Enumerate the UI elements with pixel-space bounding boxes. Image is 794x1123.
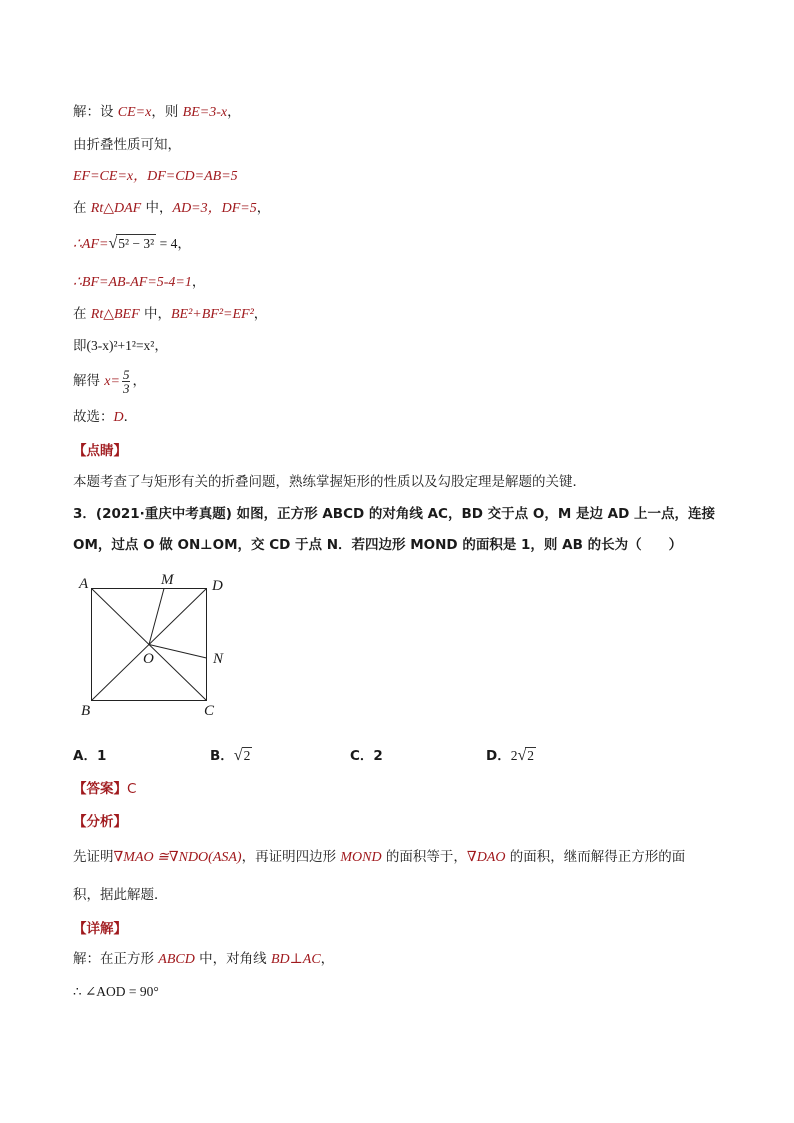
- square-figure: [76, 570, 246, 720]
- solution-line-6: ∴BF=AB-AF=5-4=1，: [73, 274, 206, 290]
- sqrt-symbol: √: [517, 747, 527, 764]
- label-m: M: [161, 572, 174, 588]
- analysis-line-1: 先证明∇MAO ≅∇NDO(ASA)，再证明四边形 MOND 的面积等于，∇DAO 的面积，继而解得正方形的面: [73, 849, 686, 865]
- label-c: C: [204, 703, 215, 719]
- solution-line-2: 由折叠性质可知，: [73, 137, 181, 153]
- solution-line-8: 即(3-x)²+1²=x²，: [73, 338, 168, 354]
- label-n: N: [213, 651, 224, 667]
- answer-line: 【答案】C: [73, 781, 137, 797]
- segment-on: [149, 645, 207, 659]
- option-a: A．1: [73, 748, 107, 764]
- label-o: O: [143, 651, 154, 667]
- label-a: A: [79, 576, 89, 592]
- analysis-line-2: 积，据此解题．: [73, 887, 168, 903]
- detail-line-2: ∴ ∠AOD = 90°: [73, 984, 159, 999]
- label-b: B: [81, 703, 91, 719]
- solution-line-5: ∴AF=√5² − 3² = 4，: [73, 235, 191, 252]
- fraction: $\frac{5}{3}$: [122, 366, 130, 396]
- dianjing-heading: 【点睛】: [73, 443, 127, 459]
- solution-line-9: 解得 x= $\frac{5}{3}$ ，: [73, 366, 146, 396]
- option-b: B．√2: [210, 747, 251, 764]
- question3-line-2: OM，过点 O 做 ON⊥OM，交 CD 于点 N．若四边形 MOND 的面积是 1，则 AB 的长为（ ）: [73, 537, 683, 553]
- label-d: D: [212, 578, 223, 594]
- option-c: C．2: [350, 748, 383, 764]
- solution-line-10: 故选：D．: [73, 409, 138, 425]
- segment-om: [149, 589, 164, 645]
- solution-line-4: 在 Rt△DAF 中，AD=3，DF=5，: [73, 200, 271, 216]
- sqrt-symbol: √: [233, 747, 243, 764]
- solution-line-3: EF=CE=x，DF=CD=AB=5: [73, 169, 238, 184]
- question3-line-1: 3．(2021·重庆中考真题) 如图，正方形 ABCD 的对角线 AC，BD 交于点 O，M 是边 AD 上一点，连接: [73, 506, 716, 522]
- dianjing-text: 本题考查了与矩形有关的折叠问题，熟练掌握矩形的性质以及勾股定理是解题的关键．: [73, 474, 586, 490]
- solution-line-1: 解：设 CE=x，则 BE=3-x，: [73, 104, 241, 120]
- detail-heading: 【详解】: [73, 921, 127, 937]
- sqrt-symbol: √: [108, 235, 118, 252]
- analysis-heading: 【分析】: [73, 814, 127, 830]
- solution-line-7: 在 Rt△BEF 中，BE²+BF²=EF²，: [73, 306, 268, 322]
- detail-line-1: 解：在正方形 ABCD 中，对角线 BD⊥AC，: [73, 951, 335, 967]
- option-d: D．2√2: [486, 747, 534, 764]
